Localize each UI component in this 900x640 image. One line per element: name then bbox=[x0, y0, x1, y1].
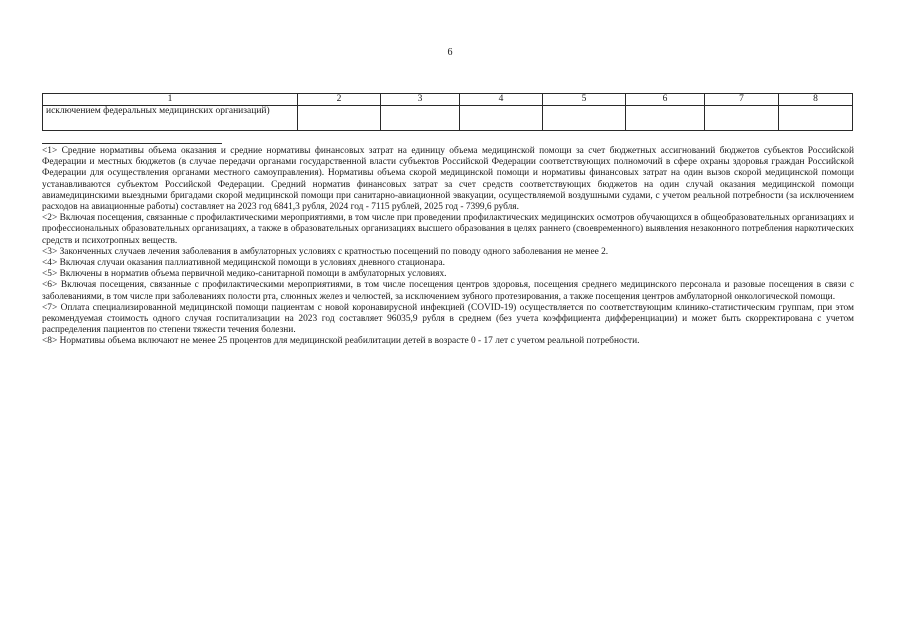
table-cell bbox=[460, 106, 543, 131]
footnote-2: <2> Включая посещения, связанные с профилактическими мероприятиями, в том числе при проведении профилактических медицинских осмотров обучающихся в общеобразовательных организациях и профессиональных образовательных организациях, а также в образовательных организациях высшего образования в целях раннего (своевременного) выявления незаконного потребления наркотических средств и психотропных веществ. bbox=[42, 213, 854, 246]
column-number-2: 2 bbox=[298, 94, 381, 106]
table-cell bbox=[543, 106, 626, 131]
footnote-8: <8> Нормативы объема включают не менее 25 процентов для медицинской реабилитации детей в возрасте 0 - 17 лет с учетом реальной потребности. bbox=[42, 336, 640, 347]
header-row bbox=[43, 94, 853, 106]
table-cell bbox=[626, 106, 705, 131]
footnotes bbox=[42, 146, 854, 348]
footnote-1: <1> Средние нормативы объема оказания и средние нормативы финансовых затрат на единицу объема медицинской помощи за счет бюджетных ассигнований бюджетов субъектов Российской Федерации и местных бюджетов (в случае передачи органами государственной власти субъектов Российской Федерации соответствующих полномочий в сфере охраны здоровья граждан Российской Федерации для осуществления органами местного самоуправления). Нормативы объема скорой медицинской помощи и нормативы финансовых затрат на один вызов скорой медицинской помощи устанавливаются субъектом Российской Федерации. Средний норматив финансовых затрат за счет средств соответствующих бюджетов на один случай оказания медицинской помощи авиамедицинскими выездными бригадами скорой медицинской помощи при санитарно-авиационной эвакуации, осуществляемой воздушными судами, с учетом реальной потребности (за исключением расходов на авиационные работы) составляет на 2023 год 6841,3 рубля, 2024 год - 7115 рублей, 2025 год - 7399,6 рубля. bbox=[42, 146, 854, 213]
footnote-4: <4> Включая случаи оказания паллиативной медицинской помощи в условиях дневного стационара. bbox=[42, 258, 445, 269]
column-number-8: 8 bbox=[779, 94, 853, 106]
column-number-7: 7 bbox=[705, 94, 779, 106]
footnote-3: <3> Законченных случаев лечения заболевания в амбулаторных условиях с кратностью посещений по поводу одного заболевания не менее 2. bbox=[42, 246, 609, 257]
column-number-4: 4 bbox=[460, 94, 543, 106]
table-cell bbox=[705, 106, 779, 131]
footnote-separator bbox=[42, 143, 222, 144]
column-number-1: 1 bbox=[43, 94, 298, 106]
footnote-7: <7> Оплата специализированной медицинской помощи пациентам с новой коронавирусной инфекцией (COVID-19) осуществляется по соответствующим клинико-статистическим группам, при этом рекомендуемая стоимость одного случая госпитализации на 2023 год составляет 96035,9 рубля в среднем (без учета коэффициента дифференциации) и может быть скорректирована с учетом распределения пациентов по степени тяжести течения болезни. bbox=[42, 302, 854, 336]
column-number-3: 3 bbox=[381, 94, 460, 106]
row-label-cell bbox=[43, 106, 298, 131]
footnote-6: <6> Включая посещения, связанные с профилактическими мероприятиями, в том числе посещения центров здоровья, посещения среднего медицинского персонала и разовые посещения в связи с заболеваниями, в том числе при заболеваниях полости рта, слюнных желез и челюстей, за исключением зубного протезирования, а также посещения центров амбулаторной онкологической помощи. bbox=[42, 280, 854, 302]
column-number-5: 5 bbox=[543, 94, 626, 106]
table-cell bbox=[298, 106, 381, 131]
footnote-5: <5> Включены в норматив объема первичной медико-санитарной помощи в амбулаторных условиях. bbox=[42, 269, 447, 280]
continuation-table bbox=[42, 93, 853, 131]
table-cell bbox=[381, 106, 460, 131]
table-row bbox=[43, 106, 853, 131]
page-number: 6 bbox=[447, 47, 453, 58]
column-number-6: 6 bbox=[626, 94, 705, 106]
row-label: исключением федеральных медицинских организаций) bbox=[46, 106, 270, 116]
table-cell bbox=[779, 106, 853, 131]
